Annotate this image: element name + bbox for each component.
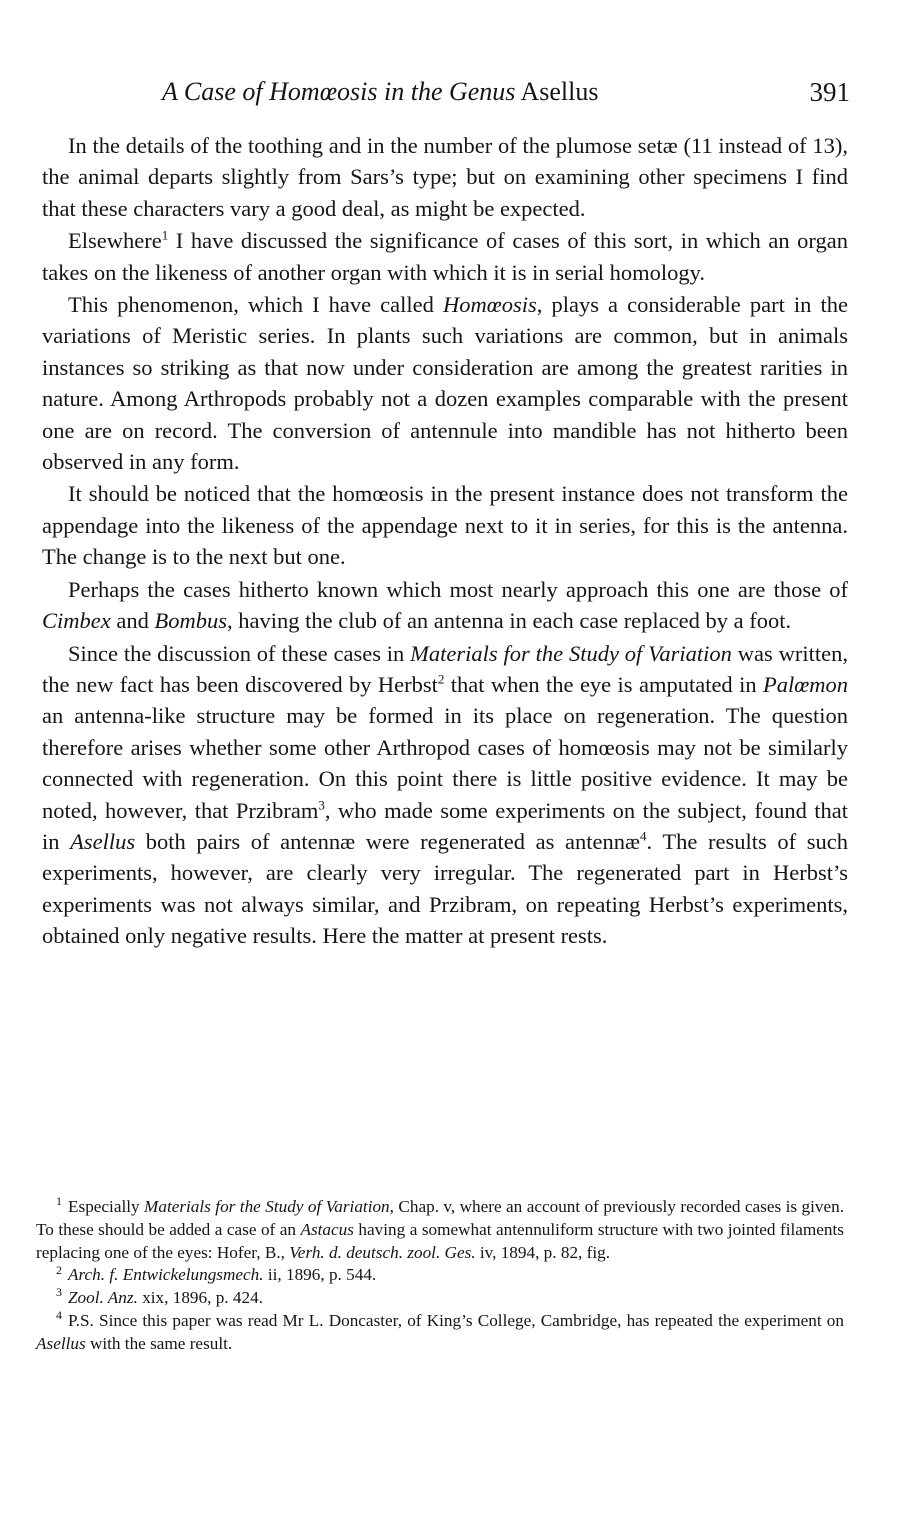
italic-term: Bombus xyxy=(154,608,227,634)
text-run: iv, 1894, p. 82, fig. xyxy=(475,1242,611,1262)
italic-term: Asellus xyxy=(70,828,136,854)
italic-term: Astacus xyxy=(300,1219,354,1239)
footnote-mark: 4 xyxy=(56,1308,62,1323)
text-run: Since the discussion of these cases in xyxy=(68,640,411,666)
italic-term: Verh. d. deutsch. zool. Ges. xyxy=(289,1242,476,1262)
text-run: an antenna-like structure may be formed in its place on regeneration. The question therefore arises whether some other Arthropod cases of homœosis may not be similarly connected with regeneration. On this point there is little positive evidence. It may be noted, however, that Przibram xyxy=(42,703,848,823)
paragraph-6 xyxy=(42,638,848,952)
text-run: , who made some experiments on the subject, found that in xyxy=(42,797,848,854)
italic-term: Materials for the Study of Variation xyxy=(144,1197,390,1216)
text-run: Especially xyxy=(68,1197,145,1216)
text-run: , having the club of an antenna in each case replaced by a foot. xyxy=(226,608,792,634)
text-run: I have discussed the significance of cases of this sort, in which an organ takes on the likeness of another organ with which it is in serial homology. xyxy=(42,228,848,285)
text-run: ii, 1896, p. 544. xyxy=(263,1265,377,1285)
paragraph-1: In the details of the toothing and in the number of the plumose setæ (11 instead of 13), the animal departs slightly from Sars’s type; but on examining other specimens I find that these characters vary a good deal, as might be expected. xyxy=(42,133,848,221)
italic-term: Materials for the Study of Variation xyxy=(410,640,732,666)
text-run: having a somewhat antennuliform structure with two jointed filaments replacing one of the eyes: Hofer, B., xyxy=(36,1219,844,1262)
footnote-mark: 2 xyxy=(56,1262,62,1277)
footnote-ref-1: 1 xyxy=(161,227,169,243)
text-run: with the same result. xyxy=(85,1333,233,1353)
text-run: both pairs of antennæ were regenerated as antennæ xyxy=(135,828,641,854)
page-number: 391 xyxy=(809,77,850,107)
paragraph-5 xyxy=(42,574,848,637)
text-run: Perhaps the cases hitherto known which most nearly approach this one are those of xyxy=(68,576,848,602)
text-run: , Chap. v, where an account of previously recorded cases is given. To these should be added a case of an xyxy=(36,1197,844,1239)
running-title-genus: Asellus xyxy=(520,77,599,106)
text-run: This phenomenon, which I have called xyxy=(68,292,443,318)
text-run: . The results of such experiments, however, are clearly very irregular. The regenerated part in Herbst’s experiments was not always similar, and Przibram, on repeating Herbst’s experiments, obtained only negative results. Here the matter at present rests. xyxy=(42,828,848,949)
italic-term: Zool. Anz. xyxy=(68,1288,138,1308)
footnotes xyxy=(36,1196,844,1356)
text-run: and xyxy=(110,608,155,634)
text-run: Elsewhere xyxy=(68,228,162,254)
text-run: was written, the new fact has been discovered by Herbst xyxy=(42,640,848,697)
paragraph-2 xyxy=(42,225,848,288)
italic-term: Arch. f. Entwickelungsmech. xyxy=(68,1265,264,1285)
footnote-ref-3: 3 xyxy=(318,797,325,813)
text-run: that when the eye is amputated in xyxy=(444,671,763,697)
text-run: P.S. Since this paper was read Mr L. Doncaster, of King’s College, Cambridge, has repeated the experiment on xyxy=(68,1310,844,1330)
italic-term: Homœosis xyxy=(442,292,537,318)
running-title xyxy=(162,74,599,110)
footnote-3 xyxy=(36,1287,844,1310)
paragraph-3 xyxy=(42,289,848,477)
italic-term: Palœmon xyxy=(762,671,848,697)
footnote-4 xyxy=(36,1310,844,1356)
footnote-ref-4: 4 xyxy=(640,828,647,844)
footnote-mark: 3 xyxy=(56,1285,62,1300)
footnote-ref-2: 2 xyxy=(437,671,445,687)
footnote-mark: 1 xyxy=(56,1194,62,1209)
italic-term: Cimbex xyxy=(42,608,111,634)
italic-term: Asellus xyxy=(36,1333,86,1353)
footnote-1 xyxy=(36,1196,844,1264)
footnote-2 xyxy=(36,1264,844,1287)
text-run: xix, 1896, p. 424. xyxy=(137,1288,263,1308)
paragraph-4: It should be noticed that the homœosis in the present instance does not transform the appendage into the likeness of the appendage next to it in series, for this is the antenna. The change is to the next but one. xyxy=(42,481,848,570)
text-run: , plays a considerable part in the variations of Meristic series. In plants such variations are common, but in animals instances so striking as that now under consideration are among the greatest rarities in nature. Among Arthropods probably not a dozen examples comparable with the present one are on record. The conversion of antennule into mandible has not hitherto been observed in any form. xyxy=(42,292,848,475)
running-title-italic: A Case of Homœosis in the Genus xyxy=(162,77,516,106)
body-text xyxy=(42,130,848,952)
running-header xyxy=(42,74,850,110)
